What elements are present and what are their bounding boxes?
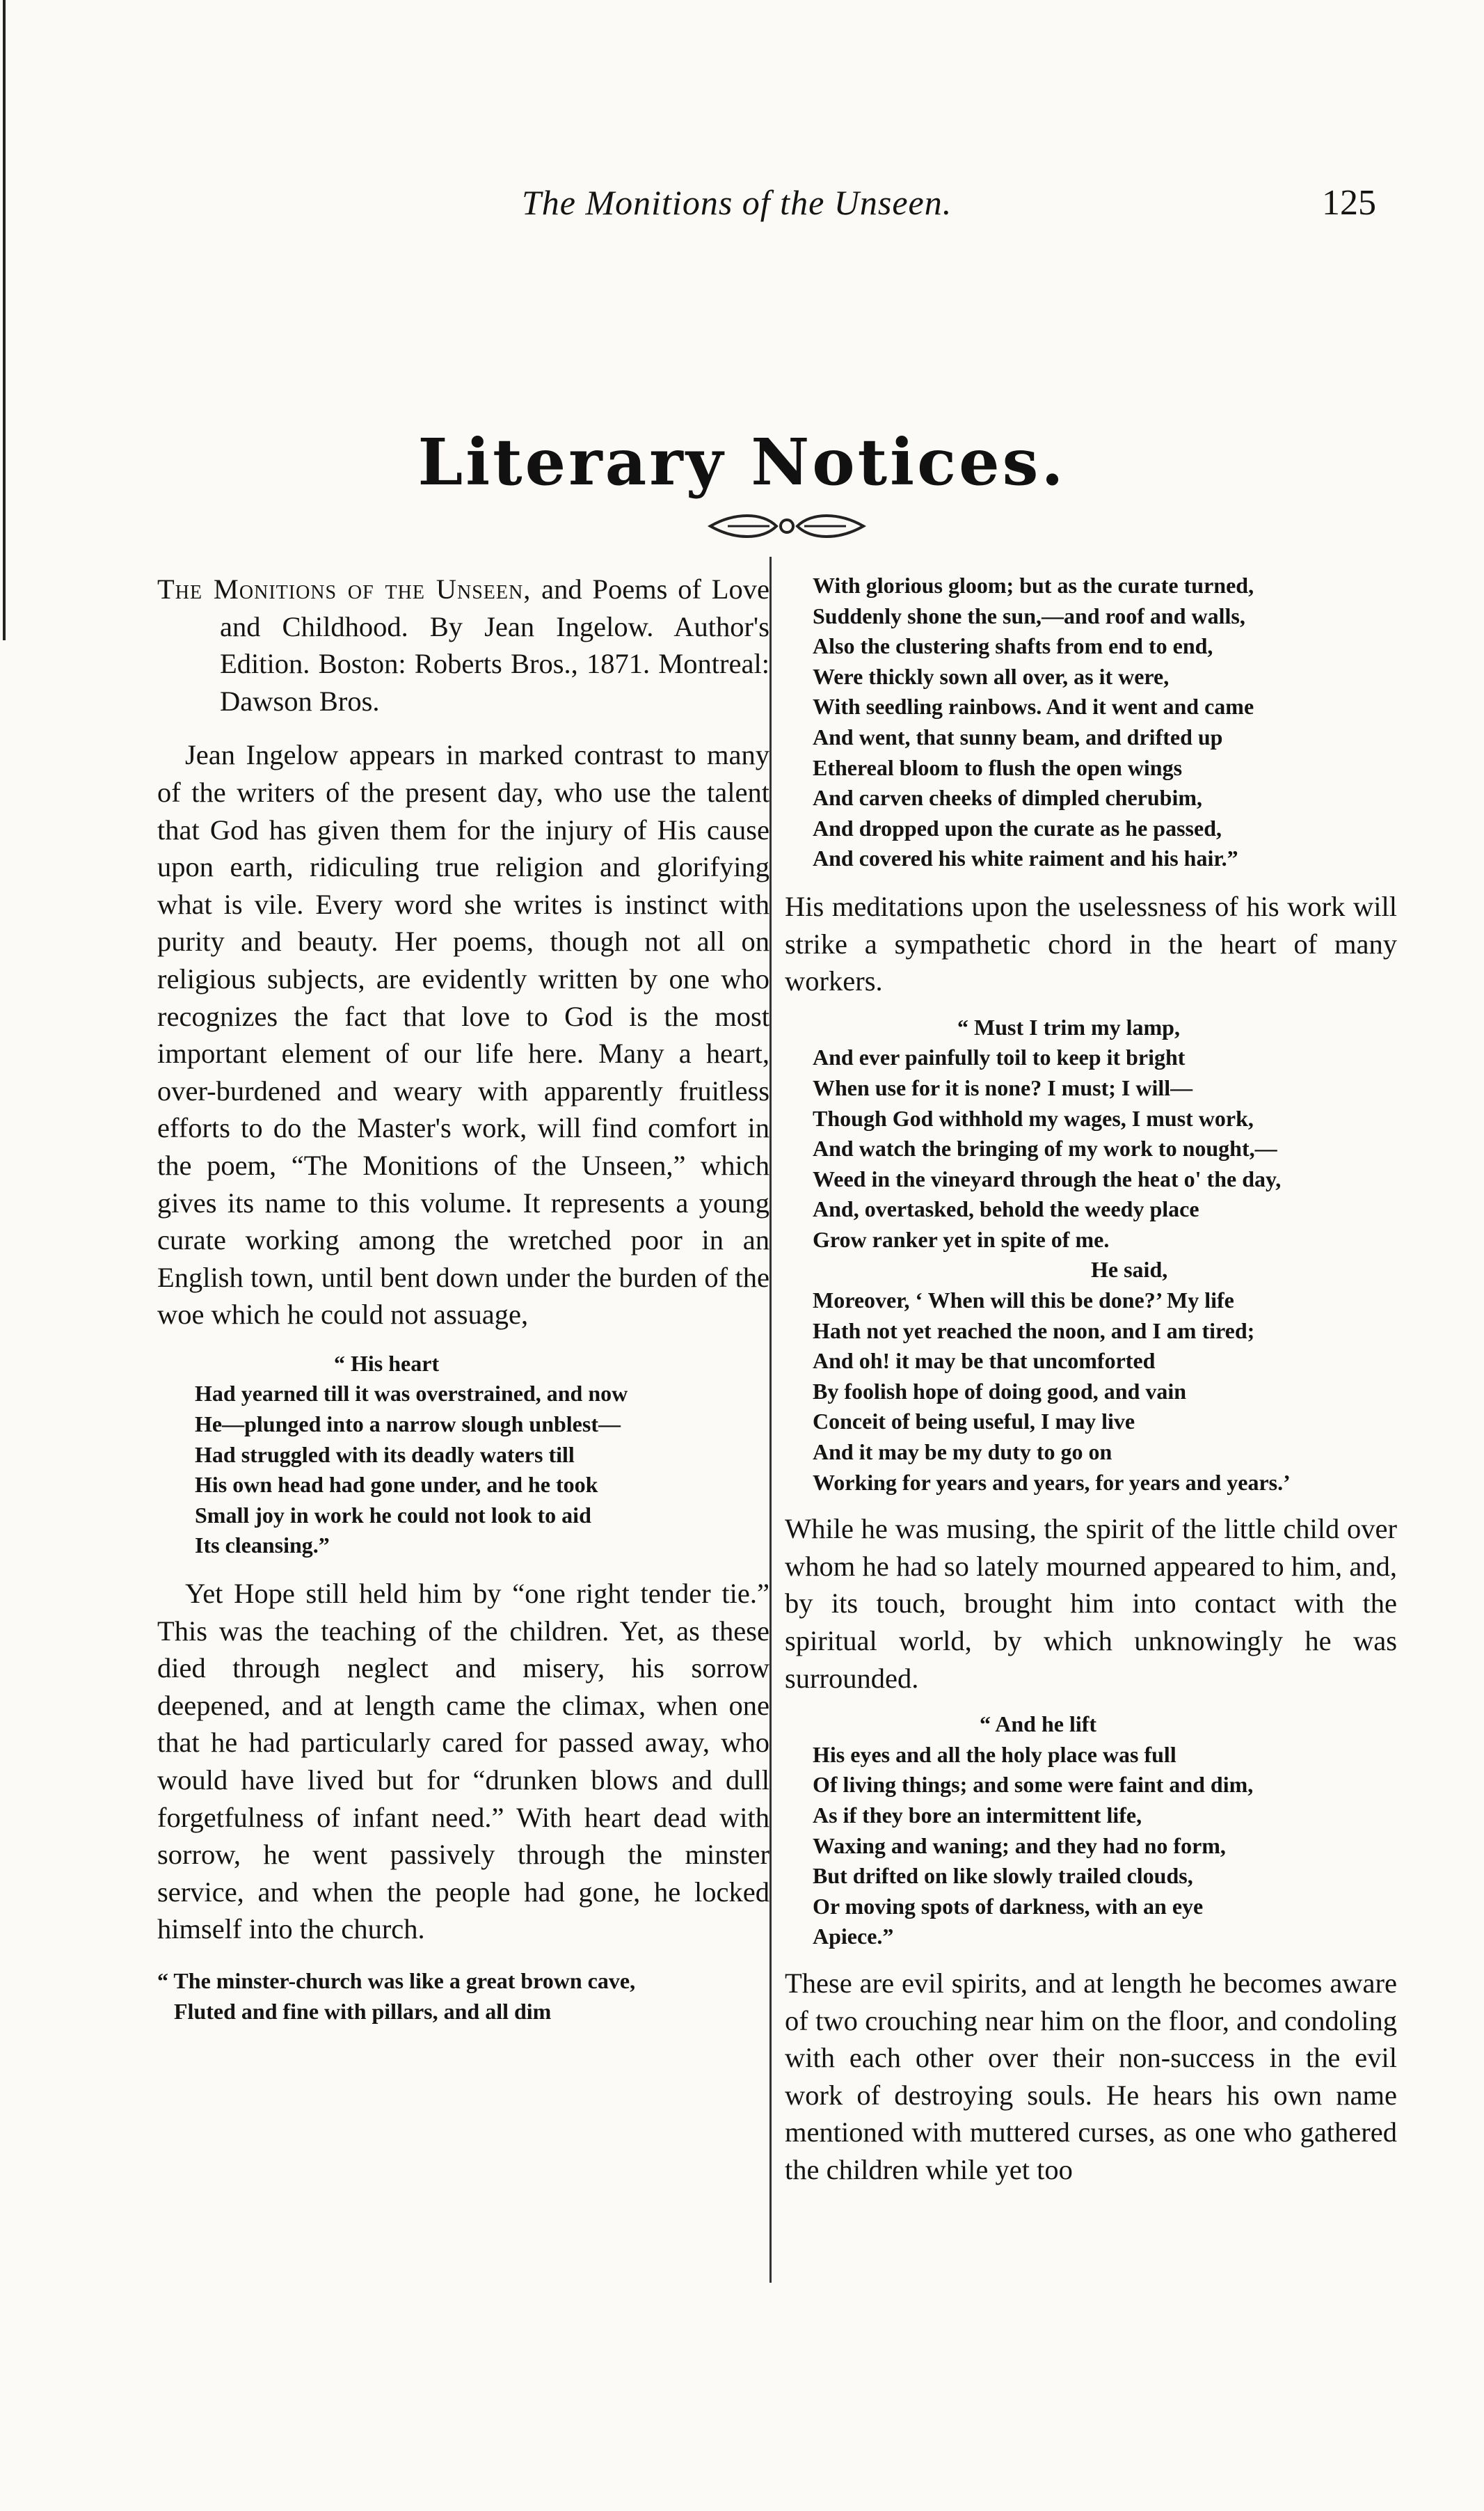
verse-quote-1: “ His heart Had yearned till it was overstrained, and now He—plunged into a narrow slough unblest— Had struggled with its deadly waters till His own head had gone under, and he took Small joy in work he could not look to aid Its cleansing.” [195,1350,628,1558]
paragraph-5: These are evil spirits, and at length he becomes aware of two crouching near him on the floor, and condoling with each other over their non-success in the evil work of destroying souls. He hears his own name mentioned with muttered curses, as one who gathered the children while yet too [785,1967,1397,2185]
left-column [157,571,769,2027]
book-citation [157,571,769,720]
ornament-divider [707,507,867,546]
paragraph-2: Yet Hope still held him by “one right tender tie.” This was the teaching of the children. Yet, as these died through neglect and misery, his sorrow deepened, and at length came the climax, when one that he had particularly cared for passed away, who would have lived but for “drunken blows and dull forgetfulness of infant need.” With heart dead with sorrow, he went passively through the minster service, and when the people had gone, he locked himself into the church. [157,1578,769,1945]
paragraph-1: Jean Ingelow appears in marked contrast to many of the writers of the present day, who use the talent that God has given them for the injury of His cause upon earth, ridiculing true religion and glorifying what is vile. Every word she writes is instinct with purity and beauty. Her poems, though not all on religious subjects, are evidently written by one who recognizes the fact that love to God is the most important element of our life here. Many a heart, over-burdened and weary with apparently fruitless efforts to do the Master's work, will find comfort in the poem, “The Monitions of the Unseen,” which gives its name to this volume. It represents a young curate working among the wretched poor in an English town, until bent down under the burden of the woe which he could not assuage, [157,739,769,1331]
book-details: and Poems of Love and Childhood. By Jean Ingelow. Author's Edition. Boston: Roberts Bros., 1871. Montreal: Dawson Bros. [220,573,769,717]
section-title: Literary Notices. [417,425,1067,500]
right-column [785,571,1397,2189]
running-title: The Monitions of the Unseen. [522,183,952,222]
verse-quote-2: “ The minster-church was like a great brown cave, Fluted and fine with pillars, and all dim [157,1967,636,2024]
column-rule [769,557,772,2283]
verse-quote-4: “ Must I trim my lamp, And ever painfully toil to keep it bright When use for it is none? I must; I will— Though God withhold my wages, I must work, And watch the bringing of my work to nought,— Weed in the vineyard through the heat o' the day, And, overtasked, behold the weedy place Grow ranker yet in spite of me. He said, Moreover, ‘ When will this be done?’ My life Hath not yet reached the noon, and I am tired; And oh! it may be that uncomforted By foolish hope of doing good, and vain Conceit of being useful, I may live And it may be my duty to go on Working for years and years, for years and years.’ [813,1014,1291,1495]
margin-rule [3,0,6,640]
running-head [0,182,1484,238]
paragraph-4: While he was musing, the spirit of the little child over whom he had so lately mourned appeared to him, and, by its touch, brought him into contact with the spiritual world, by which unknowingly he was surrounded. [785,1513,1397,1694]
verse-quote-3: With glorious gloom; but as the curate turned, Suddenly shone the sun,—and roof and walls, Also the clustering shafts from end to end, Were thickly sown all over, as it were, With seedling rainbows. And it went and came And went, that sunny beam, and drifted up Ethereal bloom to flush the open wings And carven cheeks of dimpled cherubim, And dropped upon the curate as he passed, And covered his white raiment and his hair.” [813,573,1254,871]
book-title: The Monitions of the Unseen, [157,573,532,605]
paragraph-3: His meditations upon the uselessness of his work will strike a sympathetic chord in the heart of many workers. [785,890,1397,997]
verse-quote-5: “ And he lift His eyes and all the holy place was full Of living things; and some were faint and dim, As if they bore an intermittent life, Waxing and waning; and they had no form, But drifted on like slowly trailed clouds, Or moving spots of darkness, with an eye Apiece.” [813,1711,1254,1949]
page-number: 125 [1322,183,1376,223]
